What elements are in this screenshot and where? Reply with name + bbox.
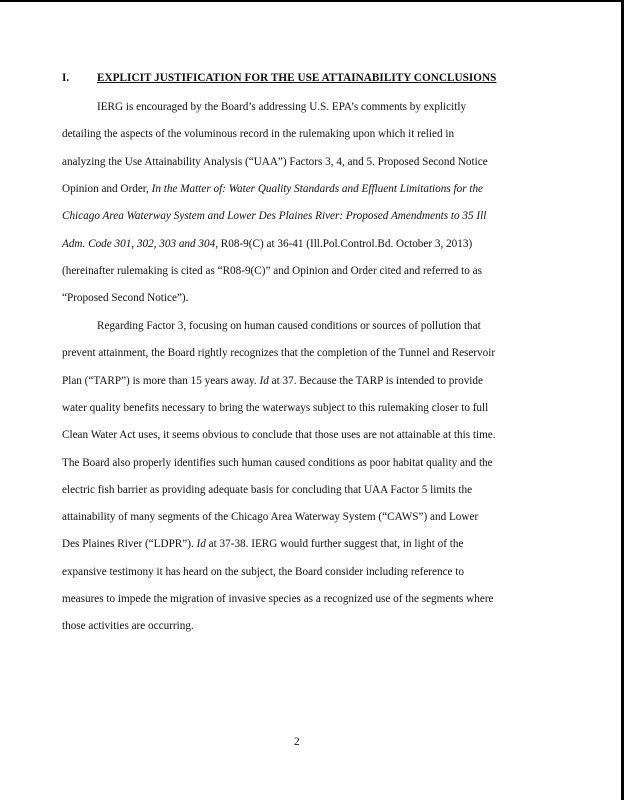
text-line: [62, 619, 194, 633]
text-segment: Opinion and Order,: [62, 182, 152, 195]
text-segment: Regarding Factor 3, focusing on human caused conditions or sources of pollution that: [97, 320, 481, 332]
text-segment: at 37. Because the TARP is intended to provide: [268, 374, 483, 387]
text-line: [62, 155, 488, 169]
text-segment: The Board also properly identifies such human caused conditions as poor habitat quality and the: [62, 456, 493, 469]
text-line: [62, 127, 454, 141]
text-line: [62, 209, 486, 223]
italic-citation: Id: [259, 374, 269, 387]
text-line: [62, 374, 483, 388]
text-segment: Des Plaines River (“LDPR”).: [62, 538, 197, 551]
text-segment: analyzing the Use Attainability Analysis (“UAA”) Factors 3, 4, and 5. Proposed Second Notice: [62, 155, 488, 168]
document-page: [62, 0, 542, 800]
text-line: [62, 291, 188, 305]
text-segment: Plan (“TARP”) is more than 15 years away.: [62, 374, 260, 387]
text-segment: , R08-9(C) at 36-41 (Ill.Pol.Control.Bd. October 3, 2013): [215, 237, 473, 250]
text-line: [62, 592, 494, 606]
text-segment: “Proposed Second Notice”).: [62, 292, 189, 305]
section-number: I.: [62, 72, 70, 84]
text-segment: water quality benefits necessary to bring the waterways subject to this rulemaking closer to full: [62, 401, 489, 414]
text-segment: electric fish barrier as providing adequate basis for concluding that UAA Factor 5 limits the: [62, 483, 473, 496]
text-line: [62, 264, 482, 278]
text-line: [62, 346, 495, 360]
text-line: [97, 319, 481, 333]
section-title: EXPLICIT JUSTIFICATION FOR THE USE ATTAINABILITY CONCLUSIONS: [97, 72, 497, 84]
text-segment: prevent attainment, the Board rightly recognizes that the completion of the Tunnel and Reservoir: [62, 347, 496, 360]
text-segment: attainability of many segments of the Chicago Area Waterway System (“CAWS”) and Lower: [62, 511, 479, 524]
text-segment: Clean Water Act uses, it seems obvious to conclude that those uses are not attainable at this time.: [62, 429, 496, 442]
text-segment: measures to impede the migration of invasive species as a recognized use of the segments where: [62, 593, 494, 605]
text-line: [62, 565, 464, 579]
text-line: [62, 537, 463, 551]
text-line: [62, 182, 483, 196]
italic-citation: Adm. Code 301, 302, 303 and 304: [62, 237, 216, 250]
text-line: [62, 483, 472, 497]
text-segment: IERG is encouraged by the Board’s addressing U.S. EPA’s comments by explicitly: [97, 101, 467, 113]
italic-citation: In the Matter of: Water Quality Standards and Effluent Limitations for the: [151, 182, 484, 195]
italic-citation: Chicago Area Waterway System and Lower Des Plaines River: Proposed Amendments to 35 Ill: [62, 210, 487, 223]
text-line: [97, 100, 466, 114]
text-line: [62, 401, 488, 415]
italic-citation: Id: [196, 538, 206, 551]
text-line: [62, 456, 493, 470]
text-segment: detailing the aspects of the voluminous record in the rulemaking upon which it relied in: [62, 128, 455, 141]
text-segment: those activities are occurring.: [62, 620, 194, 633]
text-segment: (hereinafter rulemaking is cited as “R08-9(C)” and Opinion and Order cited and referred to as: [62, 264, 482, 277]
text-line: [62, 510, 478, 524]
page-number: 2: [294, 736, 300, 748]
text-line: [62, 428, 496, 442]
text-segment: at 37-38. IERG would further suggest that, in light of the: [205, 538, 464, 551]
text-line: [62, 237, 472, 251]
text-segment: expansive testimony it has heard on the subject, the Board consider including reference to: [62, 565, 465, 578]
